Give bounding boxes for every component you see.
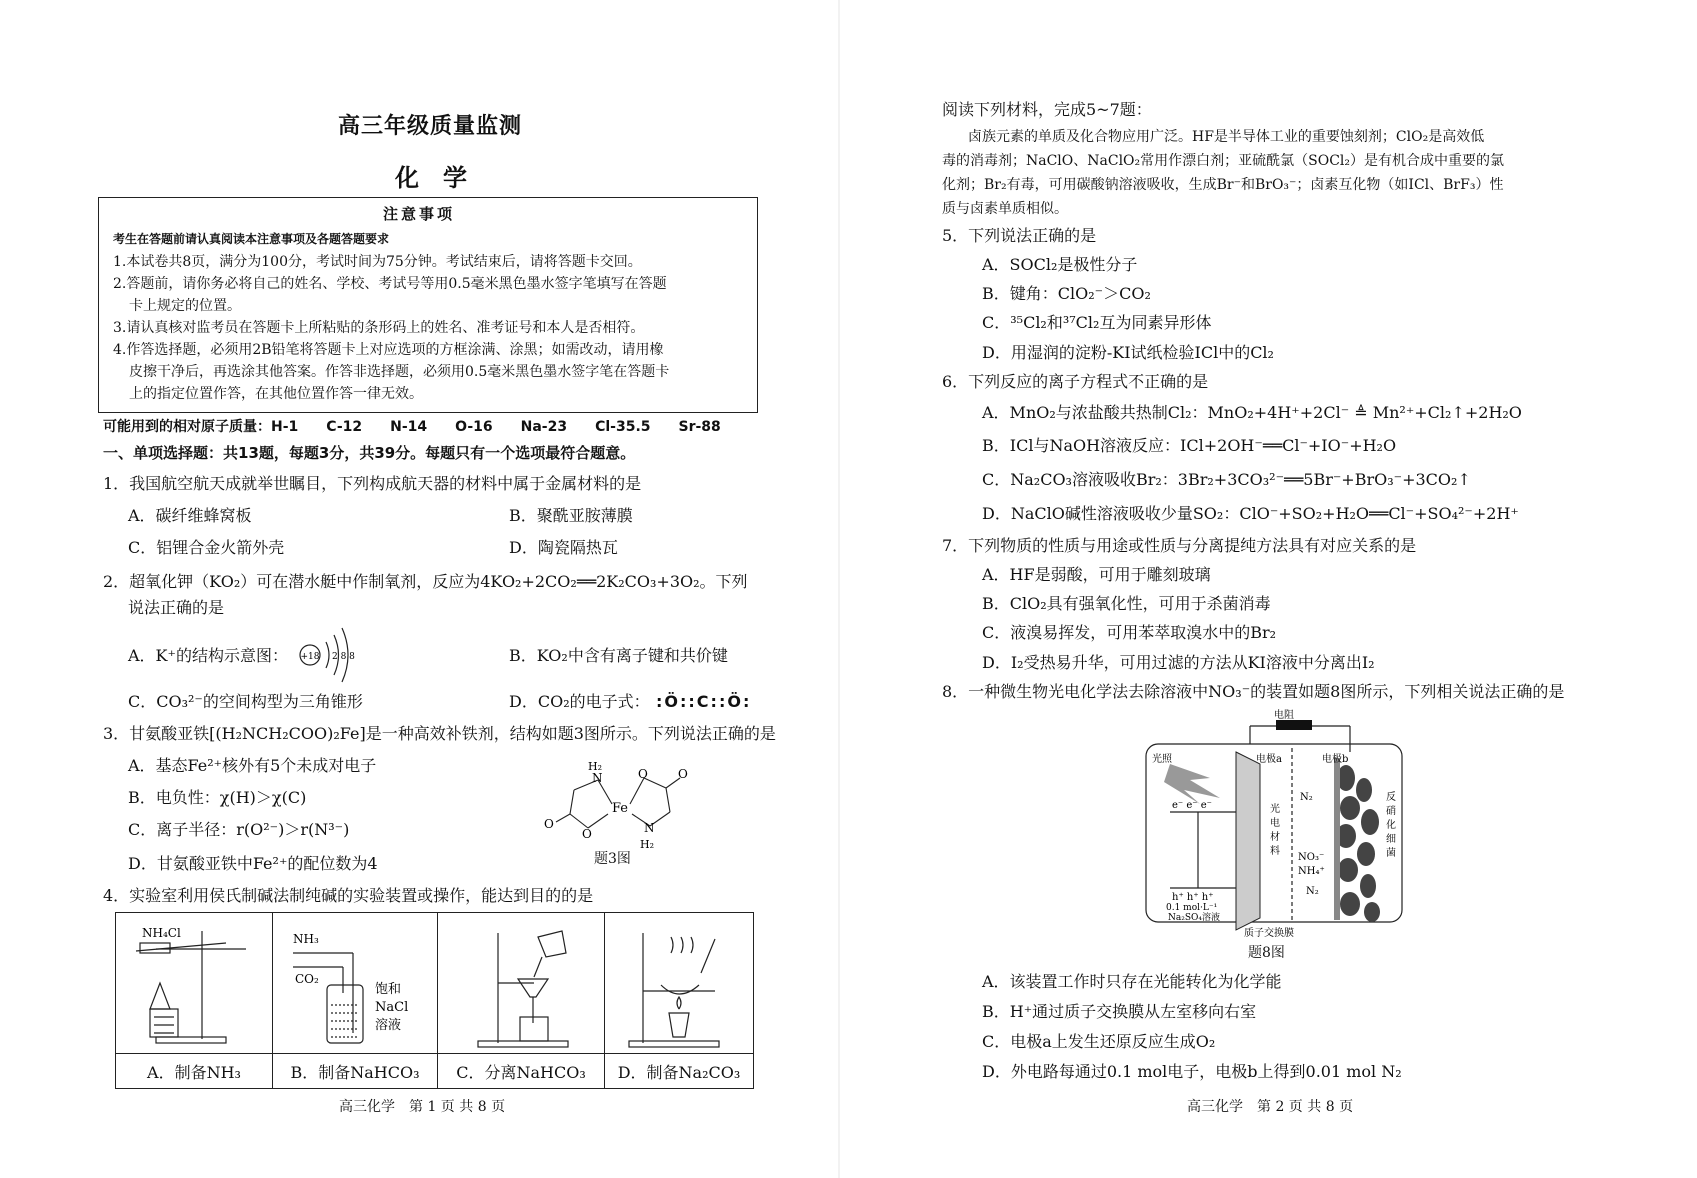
fig8-photo-char-1: 光 <box>1270 804 1280 815</box>
q6-option-d[interactable]: D．NaClO碱性溶液吸收少量SO₂：ClO⁻+SO₂+H₂O══Cl⁻+SO₄²⁻+2H⁺ <box>982 504 1519 523</box>
k-ion-shells: 2 8 8 <box>332 652 355 662</box>
left-page <box>0 0 848 1178</box>
q7-stem: 7．下列物质的性质与用途或性质与分离提纯方法具有对应关系的是 <box>942 536 1417 555</box>
fig3-n-top: N <box>592 771 603 785</box>
apparatus-b-nacl-3: 溶液 <box>375 1018 402 1033</box>
q2-option-c[interactable]: C．CO₃²⁻的空间构型为三角锥形 <box>128 692 363 711</box>
q2-option-b[interactable]: B．KO₂中含有离子键和共价键 <box>509 646 728 665</box>
q5-option-a[interactable]: A．SOCl₂是极性分子 <box>982 255 1138 274</box>
fig8-bacteria-cluster <box>1336 765 1380 922</box>
q8-stem: 8．一种微生物光电化学法去除溶液中NO₃⁻的装置如题8图所示，下列相关说法正确的是 <box>942 682 1565 701</box>
notice-subheading: 考生在答题前请认真阅读本注意事项及各题答题要求 <box>113 232 390 246</box>
k-ion-nucleus: +18 <box>300 652 320 662</box>
apparatus-b-co2: CO₂ <box>295 972 319 986</box>
fig8-resistor-symbol <box>1276 720 1312 730</box>
q6-option-c[interactable]: C．Na₂CO₃溶液吸收Br₂：3Br₂+3CO₃²⁻══5Br⁻+BrO₃⁻+3CO₂↑ <box>982 470 1471 489</box>
q4-cell-d-image <box>605 913 754 1054</box>
material-line-2: 毒的消毒剂；NaClO、NaClO₂常用作漂白剂；亚硫酰氯（SOCl₂）是有机合成中重要的氯 <box>942 153 1505 169</box>
q2-stem-line1: 2．超氧化钾（KO₂）可在潜水艇中作制氧剂，反应为4KO₂+2CO₂══2K₂CO₃+3O₂。下列 <box>103 572 748 591</box>
q4-cell-c-image <box>438 913 605 1054</box>
fig8-electrode-b-label: 电极b <box>1322 754 1349 765</box>
q3-option-c[interactable]: C．离子半径：r(O²⁻)＞r(N³⁻) <box>128 820 350 839</box>
reading-intro: 阅读下列材料，完成5~7题： <box>942 100 1152 119</box>
q8-option-c[interactable]: C．电极a上发生还原反应生成O₂ <box>982 1032 1216 1051</box>
fig8-bacteria-char-2: 硝 <box>1386 806 1396 817</box>
q4-option-c[interactable]: C．分离NaHCO₃ <box>438 1054 605 1089</box>
fig3-fe: Fe <box>612 801 629 816</box>
q4-option-b[interactable]: B．制备NaHCO₃ <box>273 1054 438 1089</box>
q6-option-a[interactable]: A．MnO₂与浓盐酸共热制Cl₂：MnO₂+4H⁺+2Cl⁻ ≜ Mn²⁺+Cl₂↑+2H₂O <box>982 403 1522 422</box>
fig8-membrane-label: 质子交换膜 <box>1244 928 1294 939</box>
notice-line-2: 2.答题前，请你务必将自己的姓名、学校、考试号等用0.5毫米黑色墨水签字笔填写在答题 <box>113 276 667 292</box>
fig8-caption: 题8图 <box>1248 945 1285 961</box>
notice-line-5: 4.作答选择题，必须用2B铅笔将答题卡上对应选项的方框涂满、涂黑；如需改动，请用橡 <box>113 342 664 358</box>
left-page-footer: 高三化学 第 1 页 共 8 页 <box>339 1099 506 1115</box>
fig8-electrode-a-label: 电极a <box>1256 754 1282 765</box>
fig3-h2-bottom: H₂ <box>640 838 655 851</box>
q1-option-b[interactable]: B．聚酰亚胺薄膜 <box>509 506 633 525</box>
q2-option-d[interactable]: D．CO₂的电子式： <box>509 692 650 711</box>
fig8-solution-line-2: Na₂SO₄溶液 <box>1168 913 1221 923</box>
q1-stem: 1．我国航空航天成就举世瞩目，下列构成航天器的材料中属于金属材料的是 <box>103 474 642 493</box>
fig8-photo-char-2: 电 <box>1270 818 1280 829</box>
q3-option-b[interactable]: B．电负性：χ(H)＞χ(C) <box>128 788 307 807</box>
q5-stem: 5．下列说法正确的是 <box>942 226 1097 245</box>
fig8-nh4: NH₄⁺ <box>1298 866 1325 877</box>
apparatus-b-nh3: NH₃ <box>293 932 319 946</box>
fig8-photo-char-4: 料 <box>1270 846 1280 857</box>
notice-line-7: 上的指定位置作答，在其他位置作答一律无效。 <box>129 386 423 402</box>
fig8-electrons: e⁻ e⁻ e⁻ <box>1172 800 1212 811</box>
fig3-caption: 题3图 <box>594 851 631 867</box>
q4-apparatus-table <box>115 912 754 1089</box>
material-line-4: 质与卤素单质相似。 <box>942 201 1068 217</box>
q4-option-a[interactable]: A．制备NH₃ <box>116 1054 273 1089</box>
apparatus-b-nacl-1: 饱和 <box>375 982 402 997</box>
q3-stem: 3．甘氨酸亚铁[(H₂NCH₂COO)₂Fe]是一种高效补铁剂，结构如题3图所示。下列说法正确的是 <box>103 724 776 743</box>
right-page <box>848 0 1697 1178</box>
fig8-bacteria-char-3: 化 <box>1386 820 1396 831</box>
q4-cell-b-image <box>273 913 438 1054</box>
q3-option-a[interactable]: A．基态Fe²⁺核外有5个未成对电子 <box>128 756 377 775</box>
fig3-o-carbonyl-bottom: O <box>544 817 554 831</box>
fig8-n2-bottom: N₂ <box>1306 886 1319 897</box>
co2-electron-formula: :Ö::C::Ö: <box>656 692 752 711</box>
notice-heading: 注意事项 <box>383 205 456 223</box>
q4-option-d[interactable]: D．制备Na₂CO₃ <box>605 1054 754 1089</box>
notice-line-3: 卡上规定的位置。 <box>129 298 241 314</box>
q7-option-c[interactable]: C．液溴易挥发，可用苯萃取溴水中的Br₂ <box>982 623 1277 642</box>
q4-stem: 4．实验室利用侯氏制碱法制纯碱的实验装置或操作，能达到目的的是 <box>103 886 594 905</box>
q7-option-d[interactable]: D．I₂受热易升华，可用过滤的方法从KI溶液中分离出I₂ <box>982 653 1375 672</box>
q8-option-d[interactable]: D．外电路每通过0.1 mol电子，电极b上得到0.01 mol N₂ <box>982 1062 1402 1081</box>
subject-title: 化学 <box>395 164 491 192</box>
q8-option-a[interactable]: A．该装置工作时只存在光能转化为化学能 <box>982 972 1282 991</box>
fig8-photo-char-3: 材 <box>1270 832 1280 843</box>
glycine-iron-structure <box>540 756 700 856</box>
fig8-bacteria-char-4: 细 <box>1386 834 1396 845</box>
notice-box <box>98 197 758 413</box>
q4-cell-a-image <box>116 913 273 1054</box>
fig8-electrode-b <box>1334 758 1340 920</box>
apparatus-d-drawing <box>605 913 753 1053</box>
apparatus-b-drawing <box>273 913 437 1053</box>
fig8-light-label: 光照 <box>1152 754 1172 765</box>
fig8-solution-line-1: 0.1 mol·L⁻¹ <box>1166 903 1218 913</box>
q7-option-a[interactable]: A．HF是弱酸，可用于雕刻玻璃 <box>982 565 1211 584</box>
fig8-n2-top: N₂ <box>1300 792 1313 803</box>
fig8-holes: h⁺ h⁺ h⁺ <box>1172 892 1214 903</box>
q1-option-d[interactable]: D．陶瓷隔热瓦 <box>509 538 618 557</box>
q6-stem: 6．下列反应的离子方程式不正确的是 <box>942 372 1209 391</box>
right-page-footer: 高三化学 第 2 页 共 8 页 <box>1187 1099 1354 1115</box>
q5-option-b[interactable]: B．键角：ClO₂⁻＞CO₂ <box>982 284 1151 303</box>
fig8-bacteria-char-1: 反 <box>1386 792 1396 803</box>
fig3-o-bottom: O <box>582 827 592 841</box>
notice-line-1: 1.本试卷共8页，满分为100分，考试时间为75分钟。考试结束后，请将答题卡交回。 <box>113 254 642 270</box>
q7-option-b[interactable]: B．ClO₂具有强氧化性，可用于杀菌消毒 <box>982 594 1271 613</box>
apparatus-c-drawing <box>438 913 604 1053</box>
q5-option-c[interactable]: C．³⁵Cl₂和³⁷Cl₂互为同素异形体 <box>982 313 1212 332</box>
atomic-masses: 可能用到的相对原子质量：H-1 C-12 N-14 O-16 Na-23 Cl-35.5 Sr-88 <box>103 419 721 435</box>
section-1-header: 一、单项选择题：共13题，每题3分，共39分。每题只有一个选项最符合题意。 <box>103 444 636 462</box>
fig8-resistor-label: 电阻 <box>1274 710 1294 721</box>
material-line-3: 化剂；Br₂有毒，可用碳酸钠溶液吸收，生成Br⁻和BrO₃⁻；卤素互化物（如ICl、BrF₃）性 <box>942 177 1504 193</box>
fig3-n-bottom: N <box>644 821 655 835</box>
q2-option-a[interactable]: A．K⁺的结构示意图： <box>128 646 288 665</box>
fig8-no3: NO₃⁻ <box>1298 852 1325 863</box>
q8-option-b[interactable]: B．H⁺通过质子交换膜从左室移向右室 <box>982 1002 1257 1021</box>
q1-option-c[interactable]: C．铝锂合金火箭外壳 <box>128 538 285 557</box>
exam-title: 高三年级质量监测 <box>338 114 523 139</box>
apparatus-a-label: NH₄Cl <box>142 926 181 940</box>
k-ion-structure-diagram <box>296 622 356 686</box>
fig8-photo-electrode <box>1236 752 1260 930</box>
fig8-device-diagram <box>1140 708 1410 940</box>
q5-option-d[interactable]: D．用湿润的淀粉-KI试纸检验ICl中的Cl₂ <box>982 343 1274 362</box>
apparatus-b-nacl-2: NaCl <box>375 1000 409 1015</box>
q2-stem-line2: 说法正确的是 <box>128 598 225 617</box>
q1-option-a[interactable]: A．碳纤维蜂窝板 <box>128 506 252 525</box>
notice-line-6: 皮擦干净后，再选涂其他答案。作答非选择题，必须用0.5毫米黑色墨水签字笔在答题卡 <box>129 364 670 380</box>
fig8-bacteria-char-5: 菌 <box>1386 848 1396 859</box>
fig3-o-top: O <box>638 767 648 781</box>
fig3-h2-top: H₂ <box>588 760 603 773</box>
fig8-light-rays <box>1164 764 1220 804</box>
fig3-o-carbonyl-top: O <box>678 767 688 781</box>
q6-option-b[interactable]: B．ICl与NaOH溶液反应：ICl+2OH⁻══Cl⁻+IO⁻+H₂O <box>982 436 1397 455</box>
material-line-1: 卤族元素的单质及化合物应用广泛。HF是半导体工业的重要蚀刻剂；ClO₂是高效低 <box>968 129 1485 145</box>
notice-line-4: 3.请认真核对监考员在答题卡上所粘贴的条形码上的姓名、准考证号和本人是否相符。 <box>113 320 645 336</box>
apparatus-a-drawing <box>116 913 272 1053</box>
q3-option-d[interactable]: D．甘氨酸亚铁中Fe²⁺的配位数为4 <box>128 854 378 873</box>
